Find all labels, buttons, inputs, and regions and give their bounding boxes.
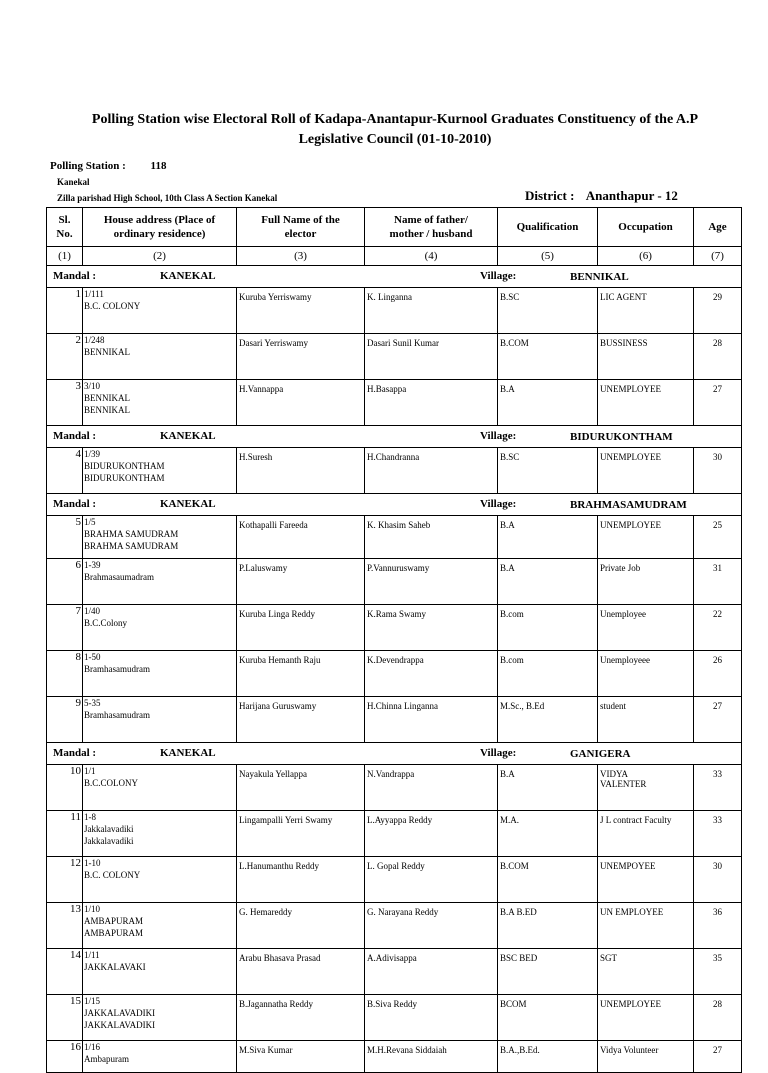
age: 29 [694, 288, 742, 334]
qualification: B.A [498, 559, 598, 605]
col-number: (5) [498, 247, 598, 266]
sl-no: 5 [47, 516, 83, 559]
house-address: 1-8 Jakkalavadiki Jakkalavadiki [83, 811, 237, 857]
father-name: K.Rama Swamy [365, 605, 498, 651]
district-label: District : [525, 188, 575, 203]
qualification: B.com [498, 605, 598, 651]
table-row [47, 857, 742, 903]
occupation: Private Job [598, 559, 694, 605]
mandal-value: KANEKAL [160, 747, 216, 759]
father-name: L. Gopal Reddy [365, 857, 498, 903]
sl-no: 1 [47, 288, 83, 334]
table-row [47, 697, 742, 743]
house-address: 1-50 Bramhasamudram [83, 651, 237, 697]
elector-name: M.Siva Kumar [237, 1041, 365, 1073]
qualification: M.Sc., B.Ed [498, 697, 598, 743]
occupation: UNEMPLOYEE [598, 995, 694, 1041]
section-ganigera [47, 743, 742, 1073]
district-line [525, 188, 678, 204]
table-row [47, 334, 742, 380]
table-row [47, 949, 742, 995]
col-number: (2) [83, 247, 237, 266]
occupation: LIC AGENT [598, 288, 694, 334]
occupation: Unemployee [598, 605, 694, 651]
header-sl-no: Sl. No. [47, 208, 83, 247]
mandal-label: Mandal : [53, 498, 97, 510]
mandal-label: Mandal : [53, 747, 97, 759]
polling-station-name: Kanekal [57, 177, 90, 187]
sl-no: 11 [47, 811, 83, 857]
sl-no: 7 [47, 605, 83, 651]
occupation: J L contract Faculty [598, 811, 694, 857]
occupation: UNEMPLOYEE [598, 448, 694, 494]
qualification: B.COM [498, 334, 598, 380]
table-row [47, 288, 742, 334]
header-age: Age [694, 208, 742, 247]
sl-no: 3 [47, 380, 83, 426]
father-name: M.H.Revana Siddaiah [365, 1041, 498, 1073]
father-name: H.Basappa [365, 380, 498, 426]
qualification: B.A [498, 380, 598, 426]
house-address: 1/111 B.C. COLONY [83, 288, 237, 334]
sl-no: 8 [47, 651, 83, 697]
house-address: 1/5 BRAHMA SAMUDRAM BRAHMA SAMUDRAM [83, 516, 237, 559]
mandal-row [47, 743, 742, 765]
col-number: (1) [47, 247, 83, 266]
qualification: M.A. [498, 811, 598, 857]
document-title [40, 110, 750, 150]
mandal-value: KANEKAL [160, 430, 216, 442]
sl-no: 6 [47, 559, 83, 605]
elector-name: P.Laluswamy [237, 559, 365, 605]
father-name: H.Chandranna [365, 448, 498, 494]
sl-no: 15 [47, 995, 83, 1041]
age: 36 [694, 903, 742, 949]
electoral-roll-table [46, 207, 742, 1073]
village-value: BENNIKAL [570, 271, 629, 283]
house-address: 1/15 JAKKALAVADIKI JAKKALAVADIKI [83, 995, 237, 1041]
table-row [47, 765, 742, 811]
village-label: Village: [480, 498, 517, 510]
district-value: Ananthapur - 12 [585, 188, 678, 203]
father-name: N.Vandrappa [365, 765, 498, 811]
mandal-value: KANEKAL [160, 270, 216, 282]
house-address: 1/39 BIDURUKONTHAM BIDURUKONTHAM [83, 448, 237, 494]
col-number: (4) [365, 247, 498, 266]
father-name: A.Adivisappa [365, 949, 498, 995]
occupation: UNEMPLOYEE [598, 380, 694, 426]
polling-station-label: Polling Station : [50, 160, 126, 172]
age: 27 [694, 697, 742, 743]
column-number-row [47, 247, 742, 266]
age: 25 [694, 516, 742, 559]
header-occupation: Occupation [598, 208, 694, 247]
mandal-row [47, 426, 742, 448]
table-row [47, 605, 742, 651]
elector-name: Nayakula Yellappa [237, 765, 365, 811]
qualification: BSC BED [498, 949, 598, 995]
qualification: B.A [498, 765, 598, 811]
mandal-label: Mandal : [53, 430, 97, 442]
elector-name: H.Vannappa [237, 380, 365, 426]
age: 28 [694, 334, 742, 380]
table-row [47, 903, 742, 949]
sl-no: 12 [47, 857, 83, 903]
mandal-row [47, 266, 742, 288]
elector-name: Arabu Bhasava Prasad [237, 949, 365, 995]
age: 33 [694, 811, 742, 857]
elector-name: B.Jagannatha Reddy [237, 995, 365, 1041]
sl-no: 16 [47, 1041, 83, 1073]
title-line-2: Legislative Council (01-10-2010) [298, 132, 492, 147]
elector-name: Kothapalli Fareeda [237, 516, 365, 559]
table-row [47, 380, 742, 426]
age: 33 [694, 765, 742, 811]
section-brahmasamudram [47, 494, 742, 743]
house-address: 1-39 Brahmasaumadram [83, 559, 237, 605]
father-name: K.Devendrappa [365, 651, 498, 697]
sl-no: 2 [47, 334, 83, 380]
house-address: 1/40 B.C.Colony [83, 605, 237, 651]
mandal-value: KANEKAL [160, 498, 216, 510]
elector-name: H.Suresh [237, 448, 365, 494]
age: 28 [694, 995, 742, 1041]
father-name: Dasari Sunil Kumar [365, 334, 498, 380]
age: 27 [694, 380, 742, 426]
table-row [47, 516, 742, 559]
occupation: SGT [598, 949, 694, 995]
table-row [47, 811, 742, 857]
age: 31 [694, 559, 742, 605]
table-row [47, 559, 742, 605]
father-name: K. Khasim Saheb [365, 516, 498, 559]
title-line-1: Polling Station wise Electoral Roll of Kadapa-Anantapur-Kurnool Graduates Constituency of the A.P [91, 112, 699, 127]
elector-name: Lingampalli Yerri Swamy [237, 811, 365, 857]
header-row [47, 208, 742, 247]
section-bidurukontham [47, 426, 742, 494]
qualification: B.A [498, 516, 598, 559]
occupation: UNEMPLOYEE [598, 516, 694, 559]
age: 26 [694, 651, 742, 697]
mandal-label: Mandal : [53, 270, 97, 282]
house-address: 1-10 B.C. COLONY [83, 857, 237, 903]
elector-name: Dasari Yerriswamy [237, 334, 365, 380]
village-label: Village: [480, 747, 517, 759]
father-name: L.Ayyappa Reddy [365, 811, 498, 857]
header-qualification: Qualification [498, 208, 598, 247]
table-row [47, 448, 742, 494]
elector-name: Harijana Guruswamy [237, 697, 365, 743]
section-bennikal [47, 266, 742, 426]
polling-station-number: 118 [150, 160, 167, 172]
house-address: 5-35 Bramhasamudram [83, 697, 237, 743]
village-label: Village: [480, 270, 517, 282]
house-address: 1/1 B.C.COLONY [83, 765, 237, 811]
sl-no: 9 [47, 697, 83, 743]
header-father-name: Name of father/ mother / husband [365, 208, 498, 247]
father-name: P.Vannuruswamy [365, 559, 498, 605]
qualification: B.com [498, 651, 598, 697]
age: 35 [694, 949, 742, 995]
father-name: K. Linganna [365, 288, 498, 334]
polling-station-address: Zilla parishad High School, 10th Class A Section Kanekal [57, 193, 278, 203]
header-full-name: Full Name of the elector [237, 208, 365, 247]
house-address: 3/10 BENNIKAL BENNIKAL [83, 380, 237, 426]
occupation: VIDYA VALENTER [598, 765, 694, 811]
polling-station-line [50, 160, 166, 172]
qualification: B.A B.ED [498, 903, 598, 949]
village-label: Village: [480, 430, 517, 442]
col-number: (3) [237, 247, 365, 266]
occupation: UN EMPLOYEE [598, 903, 694, 949]
age: 30 [694, 448, 742, 494]
occupation: UNEMPOYEE [598, 857, 694, 903]
sl-no: 4 [47, 448, 83, 494]
qualification: BCOM [498, 995, 598, 1041]
age: 30 [694, 857, 742, 903]
elector-name: G. Hemareddy [237, 903, 365, 949]
col-number: (6) [598, 247, 694, 266]
village-value: GANIGERA [570, 748, 631, 760]
mandal-row [47, 494, 742, 516]
occupation: Vidya Volunteer [598, 1041, 694, 1073]
qualification: B.COM [498, 857, 598, 903]
village-value: BRAHMASAMUDRAM [570, 499, 687, 511]
elector-name: Kuruba Hemanth Raju [237, 651, 365, 697]
house-address: 1/16 Ambapuram [83, 1041, 237, 1073]
col-number: (7) [694, 247, 742, 266]
table-row [47, 1041, 742, 1073]
table-row [47, 995, 742, 1041]
house-address: 1/11 JAKKALAVAKI [83, 949, 237, 995]
village-value: BIDURUKONTHAM [570, 431, 673, 443]
occupation: student [598, 697, 694, 743]
sl-no: 13 [47, 903, 83, 949]
occupation: Unemployeee [598, 651, 694, 697]
house-address: 1/10 AMBAPURAM AMBAPURAM [83, 903, 237, 949]
father-name: H.Chinna Linganna [365, 697, 498, 743]
father-name: G. Narayana Reddy [365, 903, 498, 949]
elector-name: Kuruba Linga Reddy [237, 605, 365, 651]
header-house-address: House address (Place of ordinary residence) [83, 208, 237, 247]
house-address: 1/248 BENNIKAL [83, 334, 237, 380]
sl-no: 10 [47, 765, 83, 811]
age: 27 [694, 1041, 742, 1073]
qualification: B.SC [498, 288, 598, 334]
elector-name: Kuruba Yerriswamy [237, 288, 365, 334]
father-name: B.Siva Reddy [365, 995, 498, 1041]
sl-no: 14 [47, 949, 83, 995]
qualification: B.SC [498, 448, 598, 494]
table-row [47, 651, 742, 697]
qualification: B.A.,B.Ed. [498, 1041, 598, 1073]
occupation: BUSSINESS [598, 334, 694, 380]
elector-name: L.Hanumanthu Reddy [237, 857, 365, 903]
age: 22 [694, 605, 742, 651]
